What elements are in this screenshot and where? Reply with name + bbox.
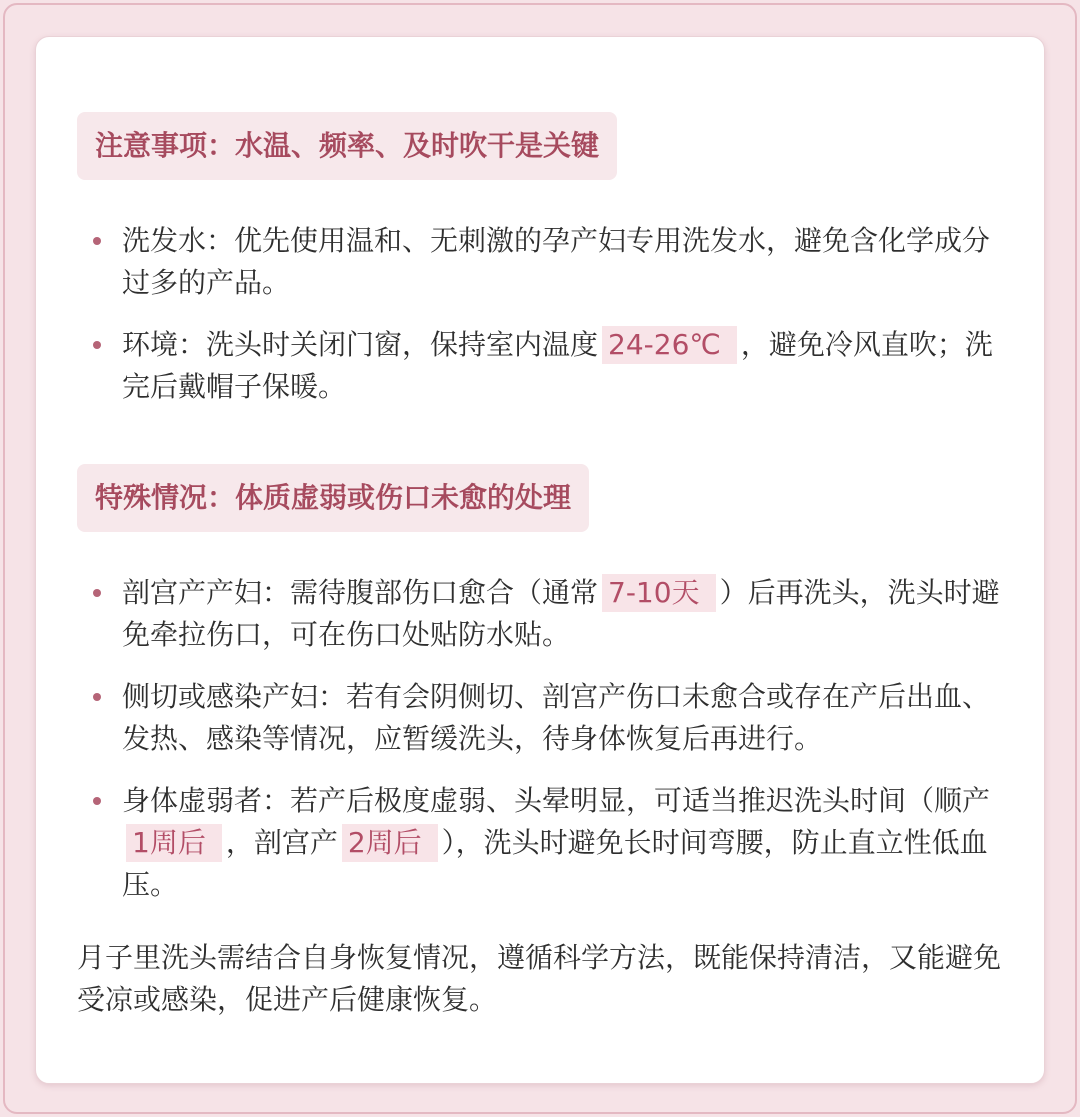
highlight-badge: 24-26℃ [602,326,737,364]
list-item: 环境：洗头时关闭门窗，保持室内温度 24-26℃ ，避免冷风直吹；洗完后戴帽子保暖。 [90,324,1010,408]
highlight-badge: 1周后 [126,824,222,862]
list-item: 侧切或感染产妇：若有会阴侧切、剖宫产伤口未愈合或存在产后出血、发热、感染等情况，应暂缓洗头，待身体恢复后再进行。 [90,676,1010,760]
section-title-special-cases: 特殊情况：体质虚弱或伤口未愈的处理 [77,464,589,532]
precautions-list [90,220,1010,428]
summary-paragraph: 月子里洗头需结合自身恢复情况，遵循科学方法，既能保持清洁，又能避免受凉或感染，促进产后健康恢复。 [77,941,1002,1016]
highlight-badge: 7-10天 [602,574,716,612]
special-cases-list [90,572,1010,926]
section-title-precautions: 注意事项：水温、频率、及时吹干是关键 [77,112,617,180]
list-item: 洗发水：优先使用温和、无刺激的孕产妇专用洗发水，避免含化学成分过多的产品。 [90,220,1010,304]
list-item: 剖宫产产妇：需待腹部伤口愈合（通常 7-10天 ）后再洗头，洗头时避免牵拉伤口，可在伤口处贴防水贴。 [90,572,1010,656]
highlight-badge: 2周后 [342,824,438,862]
list-item: 身体虚弱者：若产后极度虚弱、头晕明显，可适当推迟洗头时间（顺产1周后 ，剖宫产 2周后 ），洗头时避免长时间弯腰，防止直立性低血压。 [90,780,1010,906]
content-card [35,36,1045,1084]
